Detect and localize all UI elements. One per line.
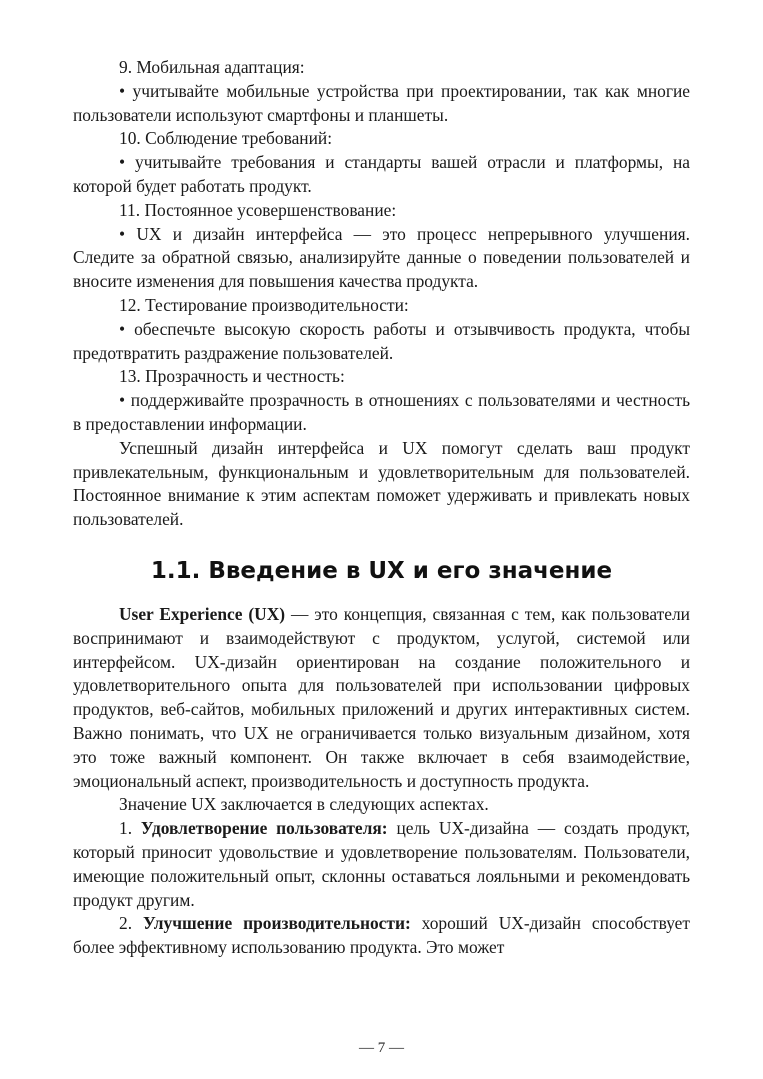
list-item-heading: 11. Постоянное усовершенствование: — [119, 199, 397, 220]
aspect-text: цель UX-дизайна — создать продукт, который приносит удовольствие и удовлетворение пользователям. Пользователи, имеющие положительный опыт, склонны оставаться лояльными и рекомендовать продукт другим. — [73, 818, 690, 910]
list-item-heading: 12. Тестирование производительности: — [119, 294, 409, 315]
summary-paragraph: Успешный дизайн интерфейса и UX помогут сделать ваш продукт привлекательным, функциональным и удовлетворительным для пользователей. Постоянное внимание к этим аспектам поможет удерживать и привлекать новых пользователей. — [73, 437, 690, 530]
page-content — [73, 56, 690, 960]
list-item-heading: 10. Соблюдение требований: — [119, 128, 333, 149]
list-item-bullet: • обеспечьте высокую скорость работы и отзывчивость продукта, чтобы предотвратить раздражение пользователей. — [73, 318, 690, 363]
page-number: — 7 — — [359, 1040, 404, 1056]
list-item-bullet: • поддерживайте прозрачность в отношениях с пользователями и честность в предоставлении информации. — [73, 390, 690, 434]
aspect-text: хороший UX-дизайн способствует более эффективному использованию продукта. Это может — [73, 913, 691, 958]
list-item-bullet: • UX и дизайн интерфейса — это процесс непрерывного улучшения. Следите за обратной связью, анализируйте данные о поведении пользователей и вносите изменения для повышения качества продукта. — [73, 223, 690, 292]
list-item-heading: 13. Прозрачность и честность: — [119, 366, 345, 387]
aspect-title: Удовлетворение пользователя: — [140, 818, 388, 839]
intro-paragraph — [73, 603, 690, 793]
aspect-number: 1. — [119, 818, 141, 839]
list-item-bullet: • учитывайте требования и стандарты вашей отрасли и платформы, на которой будет работать продукт. — [73, 152, 690, 196]
aspect-number: 2. — [119, 913, 143, 934]
ux-term: User Experience (UX) — [119, 603, 286, 624]
aspect-paragraph — [73, 912, 690, 960]
intro-text: — это концепция, связанная с тем, как пользователи воспринимают и взаимодействуют с продуктом, услугой, системой или интерфейсом. UX-дизайн ориентирован на создание положительного и удовлетворительного опыта для пользователей при использовании цифровых продуктов, веб-сайтов, мобильных приложений и других интерактивных систем. Важно понимать, что UX не ограничивается только визуальным дизайном, хотя это тоже важный компонент. Он также включает в себя взаимодействие, эмоциональный аспект, производительность и доступность продукта. — [73, 603, 690, 791]
aspects-intro: Значение UX заключается в следующих аспектах. — [119, 794, 489, 815]
list-item-bullet: • учитывайте мобильные устройства при проектировании, так как многие пользователи используют смартфоны и планшеты. — [73, 80, 690, 125]
aspect-paragraph — [73, 817, 690, 912]
aspect-title: Улучшение производительности: — [142, 913, 411, 934]
section-heading: 1.1. Введение в UX и его значение — [150, 557, 613, 584]
list-item-heading: 9. Мобильная адаптация: — [119, 57, 305, 77]
